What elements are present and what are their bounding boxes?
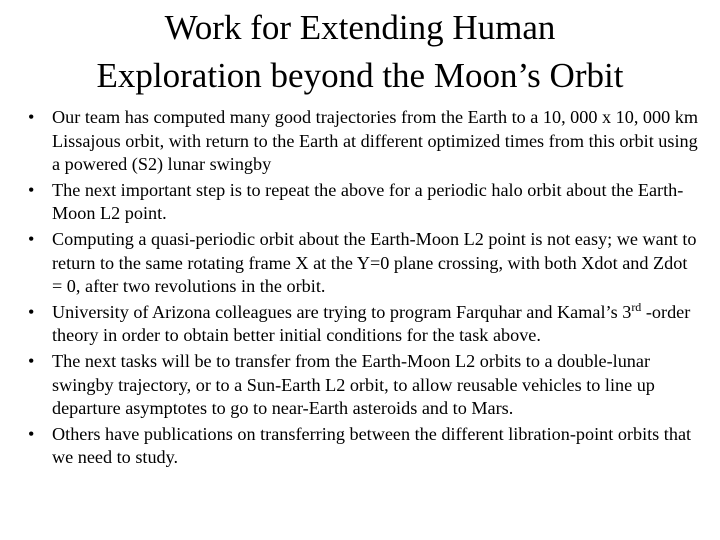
bullet-item-quasi-periodic — [26, 228, 698, 299]
bullet-text: The next tasks will be to transfer from the Earth-Moon L2 orbits to a double-lunar swingby trajectory, or to a Sun-Earth L2 orbit, to allow reusable vehicles to line up departure asymptotes to go to near-Earth asteroids and to Mars. — [52, 350, 655, 419]
bullet-text — [52, 299, 691, 346]
bullet-text-before: University of Arizona colleagues are trying to program Farquhar and Kamal’s 3 — [52, 301, 632, 322]
bullet-list — [26, 106, 698, 472]
slide-title-line-1: Work for Extending Human — [164, 8, 556, 47]
bullet-superscript: rd — [631, 299, 642, 314]
bullet-dot: • — [28, 179, 35, 200]
bullet-text: Computing a quasi-periodic orbit about the Earth-Moon L2 point is not easy; we want to return to the same rotating frame X at the Y=0 plane crossing, with both Xdot and Zdot = 0, after two revolutions in the orbit. — [52, 228, 697, 297]
slide-title-line-2: Exploration beyond the Moon’s Orbit — [96, 56, 624, 95]
bullet-item-arizona — [26, 301, 698, 348]
bullet-text: The next important step is to repeat the above for a periodic halo orbit about the Earth-Moon L2 point. — [52, 179, 684, 224]
bullet-item-publications — [26, 423, 698, 470]
bullet-item-halo-orbit — [26, 179, 698, 226]
slide-title — [0, 4, 720, 100]
bullet-text-after: -order theory in order to obtain better initial conditions for the task above. — [52, 301, 691, 346]
bullet-text: Others have publications on transferring between the different libration-point orbits that we need to study. — [52, 423, 692, 468]
bullet-text: Our team has computed many good trajectories from the Earth to a 10, 000 x 10, 000 km Lissajous orbit, with return to the Earth at different optimized times from this orbit using a powered (S2) lunar swingby — [52, 107, 699, 175]
bullet-dot: • — [28, 423, 35, 444]
bullet-dot: • — [28, 228, 35, 249]
bullet-dot: • — [28, 350, 35, 371]
bullet-dot: • — [28, 301, 35, 322]
bullet-dot: • — [28, 107, 35, 127]
bullet-item-next-tasks — [26, 350, 698, 421]
bullet-item-trajectories — [26, 106, 698, 177]
